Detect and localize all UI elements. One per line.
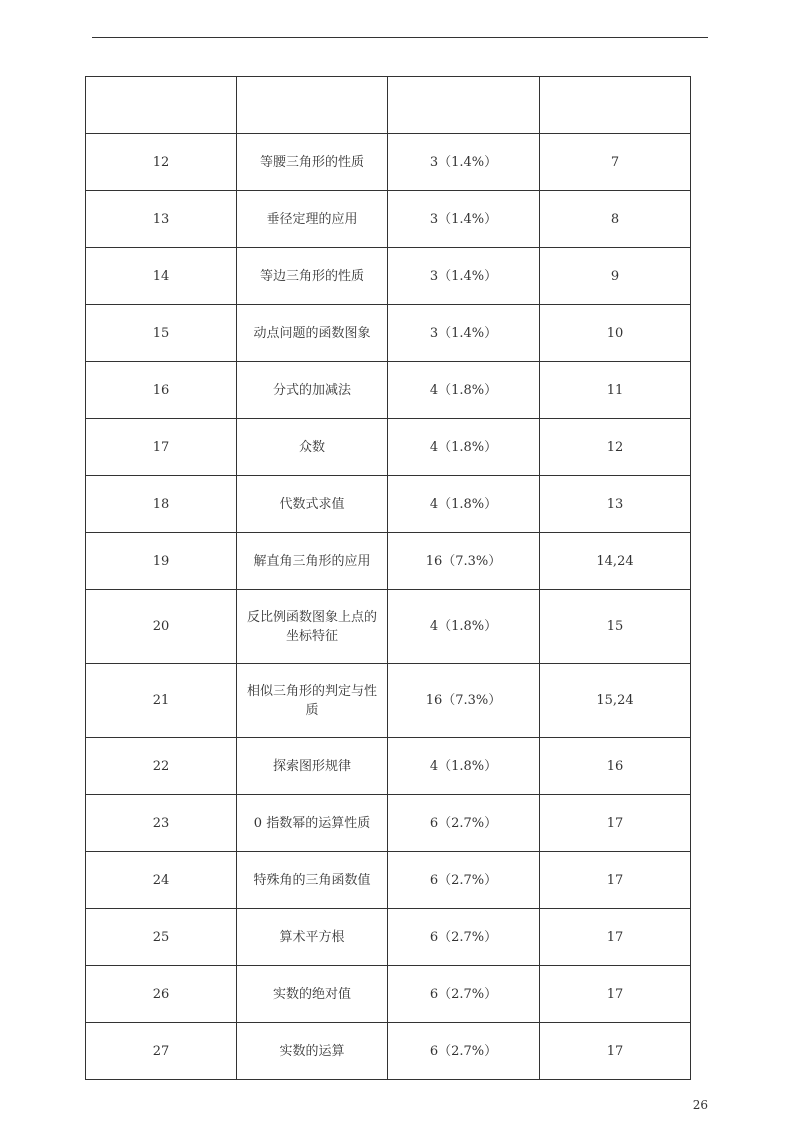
header-rule xyxy=(92,37,708,38)
table-row xyxy=(86,738,691,795)
score-cell: 6（2.7%） xyxy=(388,966,540,1023)
question-numbers-cell xyxy=(540,77,691,134)
question-numbers-cell: 17 xyxy=(540,852,691,909)
question-numbers-cell: 16 xyxy=(540,738,691,795)
topic-cell: 算术平方根 xyxy=(237,909,388,966)
score-cell: 4（1.8%） xyxy=(388,419,540,476)
row-number-cell: 27 xyxy=(86,1023,237,1080)
table-row xyxy=(86,191,691,248)
row-number-cell: 12 xyxy=(86,134,237,191)
question-numbers-cell: 13 xyxy=(540,476,691,533)
row-number-cell: 25 xyxy=(86,909,237,966)
score-cell xyxy=(388,77,540,134)
question-numbers-cell: 9 xyxy=(540,248,691,305)
topic-cell: 探索图形规律 xyxy=(237,738,388,795)
table-row xyxy=(86,852,691,909)
table-row xyxy=(86,419,691,476)
score-cell: 4（1.8%） xyxy=(388,362,540,419)
table-row xyxy=(86,664,691,738)
topic-cell: 实数的运算 xyxy=(237,1023,388,1080)
question-numbers-cell: 17 xyxy=(540,966,691,1023)
row-number-cell: 22 xyxy=(86,738,237,795)
topic-cell: 等边三角形的性质 xyxy=(237,248,388,305)
row-number-cell: 21 xyxy=(86,664,237,738)
topic-cell: 代数式求值 xyxy=(237,476,388,533)
topic-cell: 0 指数幂的运算性质 xyxy=(237,795,388,852)
topic-cell xyxy=(237,77,388,134)
question-numbers-cell: 17 xyxy=(540,795,691,852)
row-number-cell: 18 xyxy=(86,476,237,533)
topic-cell: 特殊角的三角函数值 xyxy=(237,852,388,909)
table-row xyxy=(86,77,691,134)
score-cell: 6（2.7%） xyxy=(388,909,540,966)
question-numbers-cell: 14,24 xyxy=(540,533,691,590)
question-numbers-cell: 11 xyxy=(540,362,691,419)
row-number-cell xyxy=(86,77,237,134)
score-cell: 16（7.3%） xyxy=(388,533,540,590)
table-row xyxy=(86,248,691,305)
question-numbers-cell: 15 xyxy=(540,590,691,664)
topic-cell: 实数的绝对值 xyxy=(237,966,388,1023)
question-numbers-cell: 17 xyxy=(540,909,691,966)
topic-cell: 分式的加减法 xyxy=(237,362,388,419)
table-row xyxy=(86,533,691,590)
table-row xyxy=(86,1023,691,1080)
row-number-cell: 24 xyxy=(86,852,237,909)
table-row xyxy=(86,134,691,191)
question-numbers-cell: 17 xyxy=(540,1023,691,1080)
row-number-cell: 19 xyxy=(86,533,237,590)
score-cell: 4（1.8%） xyxy=(388,590,540,664)
table-row xyxy=(86,362,691,419)
table-row xyxy=(86,909,691,966)
score-cell: 3（1.4%） xyxy=(388,248,540,305)
row-number-cell: 16 xyxy=(86,362,237,419)
score-cell: 4（1.8%） xyxy=(388,738,540,795)
score-cell: 6（2.7%） xyxy=(388,795,540,852)
topic-cell: 众数 xyxy=(237,419,388,476)
score-cell: 3（1.4%） xyxy=(388,191,540,248)
question-numbers-cell: 8 xyxy=(540,191,691,248)
topic-cell: 垂径定理的应用 xyxy=(237,191,388,248)
topic-cell: 反比例函数图象上点的坐标特征 xyxy=(237,590,388,664)
question-numbers-cell: 12 xyxy=(540,419,691,476)
row-number-cell: 14 xyxy=(86,248,237,305)
question-numbers-cell: 10 xyxy=(540,305,691,362)
topic-cell: 等腰三角形的性质 xyxy=(237,134,388,191)
row-number-cell: 26 xyxy=(86,966,237,1023)
row-number-cell: 15 xyxy=(86,305,237,362)
score-cell: 6（2.7%） xyxy=(388,1023,540,1080)
row-number-cell: 13 xyxy=(86,191,237,248)
row-number-cell: 23 xyxy=(86,795,237,852)
page-number: 26 xyxy=(692,1098,708,1112)
table-row xyxy=(86,476,691,533)
score-cell: 3（1.4%） xyxy=(388,134,540,191)
topic-cell: 解直角三角形的应用 xyxy=(237,533,388,590)
table-row xyxy=(86,305,691,362)
score-cell: 4（1.8%） xyxy=(388,476,540,533)
question-numbers-cell: 15,24 xyxy=(540,664,691,738)
topic-cell: 动点问题的函数图象 xyxy=(237,305,388,362)
topic-cell: 相似三角形的判定与性质 xyxy=(237,664,388,738)
table-row xyxy=(86,966,691,1023)
question-numbers-cell: 7 xyxy=(540,134,691,191)
score-cell: 6（2.7%） xyxy=(388,852,540,909)
table-row xyxy=(86,590,691,664)
score-cell: 16（7.3%） xyxy=(388,664,540,738)
row-number-cell: 17 xyxy=(86,419,237,476)
row-number-cell: 20 xyxy=(86,590,237,664)
table-row xyxy=(86,795,691,852)
score-cell: 3（1.4%） xyxy=(388,305,540,362)
knowledge-point-table xyxy=(85,76,691,1080)
